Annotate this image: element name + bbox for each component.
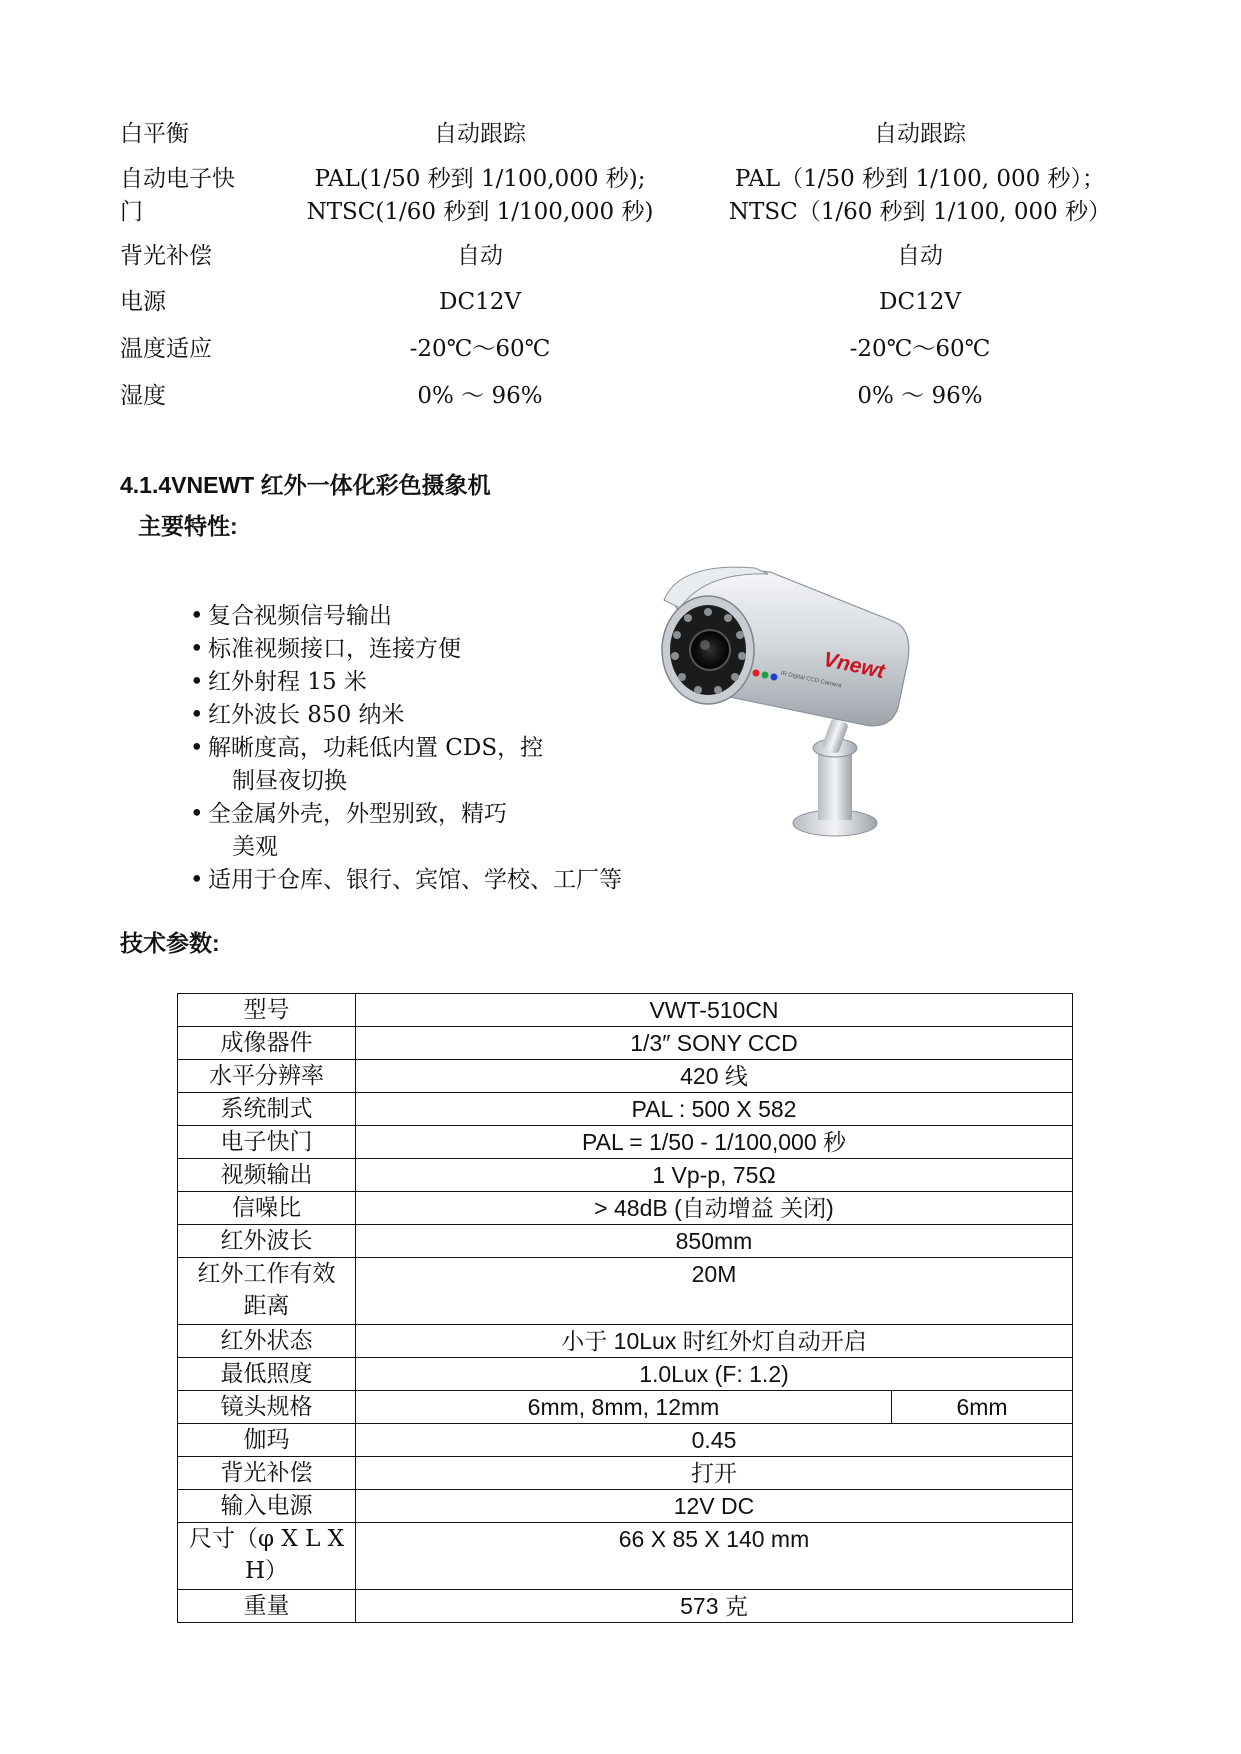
- param-name: 水平分辨率: [178, 1060, 356, 1093]
- camera-caption: IR Digital CCD Camera: [780, 670, 842, 690]
- spec-value-col2: 自动跟踪: [874, 121, 966, 147]
- table-row: [178, 1358, 1073, 1391]
- spec-value-col1: DC12V: [439, 289, 521, 315]
- param-name: 红外状态: [178, 1325, 356, 1358]
- camera-icon: [650, 560, 950, 850]
- param-name: 视频输出: [178, 1159, 356, 1192]
- spec-value-col2: DC12V: [879, 289, 961, 315]
- table-row: [178, 1258, 1073, 1325]
- spec-label: 湿度: [120, 383, 166, 409]
- feature-item: • 适用于仓库、银行、宾馆、学校、工厂等: [190, 864, 670, 897]
- feature-item: • 复合视频信号输出: [190, 600, 670, 633]
- param-name: 红外工作有效 距离: [178, 1258, 356, 1325]
- table-row: [178, 1093, 1073, 1126]
- spec-value-col1: 自动跟踪: [434, 121, 526, 147]
- spec-label: 自动电子快 门: [120, 166, 235, 225]
- features-title: 主要特性:: [138, 513, 238, 539]
- table-row: [178, 1225, 1073, 1258]
- param-name: 红外波长: [178, 1225, 356, 1258]
- param-name: 背光补偿: [178, 1457, 356, 1490]
- bullet-icon: •: [190, 636, 204, 662]
- feature-item: • 红外射程 15 米: [190, 666, 670, 699]
- param-value: 12V DC: [356, 1490, 1073, 1523]
- spec-value-col2: -20℃～60℃: [849, 336, 991, 362]
- spec-value-col2: 自动: [897, 243, 943, 269]
- param-name: 系统制式: [178, 1093, 356, 1126]
- feature-item: • 红外波长 850 纳米: [190, 699, 670, 732]
- feature-list: [190, 600, 670, 897]
- table-row: [178, 1192, 1073, 1225]
- param-name: 输入电源: [178, 1490, 356, 1523]
- param-value: 6mm, 8mm, 12mm: [356, 1391, 892, 1424]
- param-value: 0.45: [356, 1424, 1073, 1457]
- param-name: 电子快门: [178, 1126, 356, 1159]
- params-title: 技术参数:: [120, 930, 220, 956]
- feature-item: • 全金属外壳，外型别致，精巧 美观: [190, 798, 670, 864]
- section-title: 4.1.4VNEWT 红外一体化彩色摄象机: [120, 472, 491, 498]
- bullet-icon: •: [190, 867, 204, 893]
- camera-brand: Vnewt: [821, 647, 887, 684]
- param-value: PAL : 500 X 582: [356, 1093, 1073, 1126]
- param-name: 成像器件: [178, 1027, 356, 1060]
- param-value-alt: 6mm: [892, 1391, 1073, 1424]
- spec-label: 白平衡: [120, 121, 189, 147]
- bullet-icon: •: [190, 735, 204, 761]
- param-value: 1.0Lux (F: 1.2): [356, 1358, 1073, 1391]
- table-row: [178, 1126, 1073, 1159]
- param-value: 小于 10Lux 时红外灯自动开启: [356, 1325, 1073, 1358]
- param-name: 最低照度: [178, 1358, 356, 1391]
- param-name: 重量: [178, 1590, 356, 1623]
- param-value: 573 克: [356, 1590, 1073, 1623]
- spec-value-col1: PAL(1/50 秒到 1/100,000 秒); NTSC(1/60 秒到 1/100,000 秒): [306, 166, 654, 225]
- param-name: 尺寸（φ X L X H）: [178, 1523, 356, 1590]
- param-name: 型号: [178, 994, 356, 1027]
- bullet-icon: •: [190, 603, 204, 629]
- table-row: [178, 1391, 1073, 1424]
- camera-image: [650, 560, 950, 850]
- table-row: [178, 1159, 1073, 1192]
- bullet-icon: •: [190, 669, 204, 695]
- table-row: [178, 1457, 1073, 1490]
- spec-label: 电源: [120, 289, 166, 315]
- spec-value-col1: 0% ～ 96%: [417, 383, 543, 409]
- param-name: 信噪比: [178, 1192, 356, 1225]
- bullet-icon: •: [190, 801, 204, 827]
- table-row: [178, 994, 1073, 1027]
- param-name: 伽玛: [178, 1424, 356, 1457]
- param-value: 打开: [356, 1457, 1073, 1490]
- param-value: VWT-510CN: [356, 994, 1073, 1027]
- spec-label: 背光补偿: [120, 243, 212, 269]
- param-value: 1/3″ SONY CCD: [356, 1027, 1073, 1060]
- spec-value-col2: 0% ～ 96%: [857, 383, 983, 409]
- spec-table: [177, 993, 1073, 1623]
- param-value: 850mm: [356, 1225, 1073, 1258]
- table-row: [178, 1325, 1073, 1358]
- feature-item: • 解晰度高，功耗低内置 CDS，控 制昼夜切换: [190, 732, 670, 798]
- table-row: [178, 1523, 1073, 1590]
- param-name: 镜头规格: [178, 1391, 356, 1424]
- param-value: 420 线: [356, 1060, 1073, 1093]
- param-value: PAL = 1/50 - 1/100,000 秒: [356, 1126, 1073, 1159]
- param-value: > 48dB (自动增益 关闭): [356, 1192, 1073, 1225]
- param-value: 20M: [356, 1258, 1073, 1325]
- bullet-icon: •: [190, 702, 204, 728]
- table-row: [178, 1490, 1073, 1523]
- table-row: [178, 1060, 1073, 1093]
- feature-item: • 标准视频接口，连接方便: [190, 633, 670, 666]
- spec-value-col2: PAL（1/50 秒到 1/100, 000 秒）； NTSC（1/60 秒到 1/100, 000 秒）: [728, 166, 1112, 225]
- spec-value-col1: 自动: [457, 243, 503, 269]
- table-row: [178, 1027, 1073, 1060]
- param-value: 66 X 85 X 140 mm: [356, 1523, 1073, 1590]
- spec-value-col1: -20℃～60℃: [409, 336, 551, 362]
- table-row: [178, 1424, 1073, 1457]
- spec-label: 温度适应: [120, 336, 212, 362]
- table-row: [178, 1590, 1073, 1623]
- param-value: 1 Vp-p, 75Ω: [356, 1159, 1073, 1192]
